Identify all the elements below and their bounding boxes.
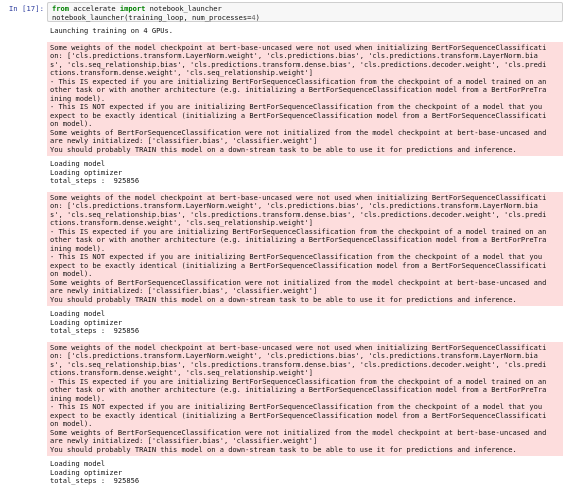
stderr-warning-2: Some weights of the model checkpoint at bert-base-uncased were not used when initializing BertForSequenceClassificati on: ['cls.predictions.transform.LayerNorm.weight', 'cls.predictions.bias', 'cls.predictions.transform.LayerNorm.bia s', 'cls.seq_relationship.bias', 'cls.predictions.transform.dense.bias', 'cls.predictions.decoder.weight', 'cls.predi ctions.transform.dense.weight', 'cls.seq_relationship.weight'] - This IS expected if you are initializing BertForSequenceClassification from the checkpoint of a model trained on an other task or with another architecture (e.g. initializing a BertForSequenceClassification model from a BertForPreTra ining model). - This IS NOT expected if you are initializing BertForSequenceClassification from the checkpoint of a model that you expect to be exactly identical (initializing a BertForSequenceClassification model from a BertForSequenceClassificati on model). Some weights of BertForSequenceClassification were not initialized from the model checkpoint at bert-base-uncased and are newly initialized: ['classifier.bias', 'classifier.weight'] You should probably TRAIN this model on a down-stream task to be able to use it for predictions and inference. bbox=[47, 192, 563, 307]
import-name: notebook_launcher bbox=[145, 4, 222, 13]
keyword-from: from bbox=[52, 4, 69, 13]
code-input-cell[interactable] bbox=[47, 2, 563, 22]
stderr-warning-3: Some weights of the model checkpoint at bert-base-uncased were not used when initializing BertForSequenceClassificati on: ['cls.predictions.transform.LayerNorm.weight', 'cls.predictions.bias', 'cls.predictions.transform.LayerNorm.bia s', 'cls.seq_relationship.bias', 'cls.predictions.transform.dense.bias', 'cls.predictions.decoder.weight', 'cls.predi ctions.transform.dense.weight', 'cls.seq_relationship.weight'] - This IS expected if you are initializing BertForSequenceClassification from the checkpoint of a model trained on an other task or with another architecture (e.g. initializing a BertForSequenceClassification model from a BertForPreTra ining model). - This IS NOT expected if you are initializing BertForSequenceClassification from the checkpoint of a model that you expect to be exactly identical (initializing a BertForSequenceClassification model from a BertForSequenceClassificati on model). Some weights of BertForSequenceClassification were not initialized from the model checkpoint at bert-base-uncased and are newly initialized: ['classifier.bias', 'classifier.weight'] You should probably TRAIN this model on a down-stream task to be able to use it for predictions and inference. bbox=[47, 342, 563, 457]
module-name: accelerate bbox=[68, 4, 120, 13]
launch-message: Launching training on 4 GPUs. bbox=[50, 26, 174, 35]
loading-log-1: Loading model Loading optimizer total_steps : 925856 bbox=[50, 159, 140, 185]
keyword-import: import bbox=[119, 4, 146, 13]
stderr-warning-1: Some weights of the model checkpoint at bert-base-uncased were not used when initializing BertForSequenceClassificati on: ['cls.predictions.transform.LayerNorm.weight', 'cls.predictions.bias', 'cls.predictions.transform.LayerNorm.bia s', 'cls.seq_relationship.bias', 'cls.predictions.transform.dense.bias', 'cls.predictions.decoder.weight', 'cls.predi ctions.transform.dense.weight', 'cls.seq_relationship.weight'] - This IS expected if you are initializing BertForSequenceClassification from the checkpoint of a model trained on an other task or with another architecture (e.g. initializing a BertForSequenceClassification model from a BertForPreTra ining model). - This IS NOT expected if you are initializing BertForSequenceClassification from the checkpoint of a model that you expect to be exactly identical (initializing a BertForSequenceClassification model from a BertForSequenceClassificati on model). Some weights of BertForSequenceClassification were not initialized from the model checkpoint at bert-base-uncased and are newly initialized: ['classifier.bias', 'classifier.weight'] You should probably TRAIN this model on a down-stream task to be able to use it for predictions and inference. bbox=[47, 42, 563, 157]
call-code: notebook_launcher(training_loop, num_processes= bbox=[52, 12, 252, 22]
loading-log-2: Loading model Loading optimizer total_steps : 925856 bbox=[50, 309, 140, 335]
num-processes-value: 4 bbox=[251, 12, 256, 22]
loading-log-3: Loading model Loading optimizer total_steps : 925856 bbox=[50, 459, 140, 485]
output-area bbox=[47, 27, 563, 486]
call-close: ) bbox=[255, 12, 260, 22]
cell-prompt: In [17]: bbox=[8, 4, 44, 13]
